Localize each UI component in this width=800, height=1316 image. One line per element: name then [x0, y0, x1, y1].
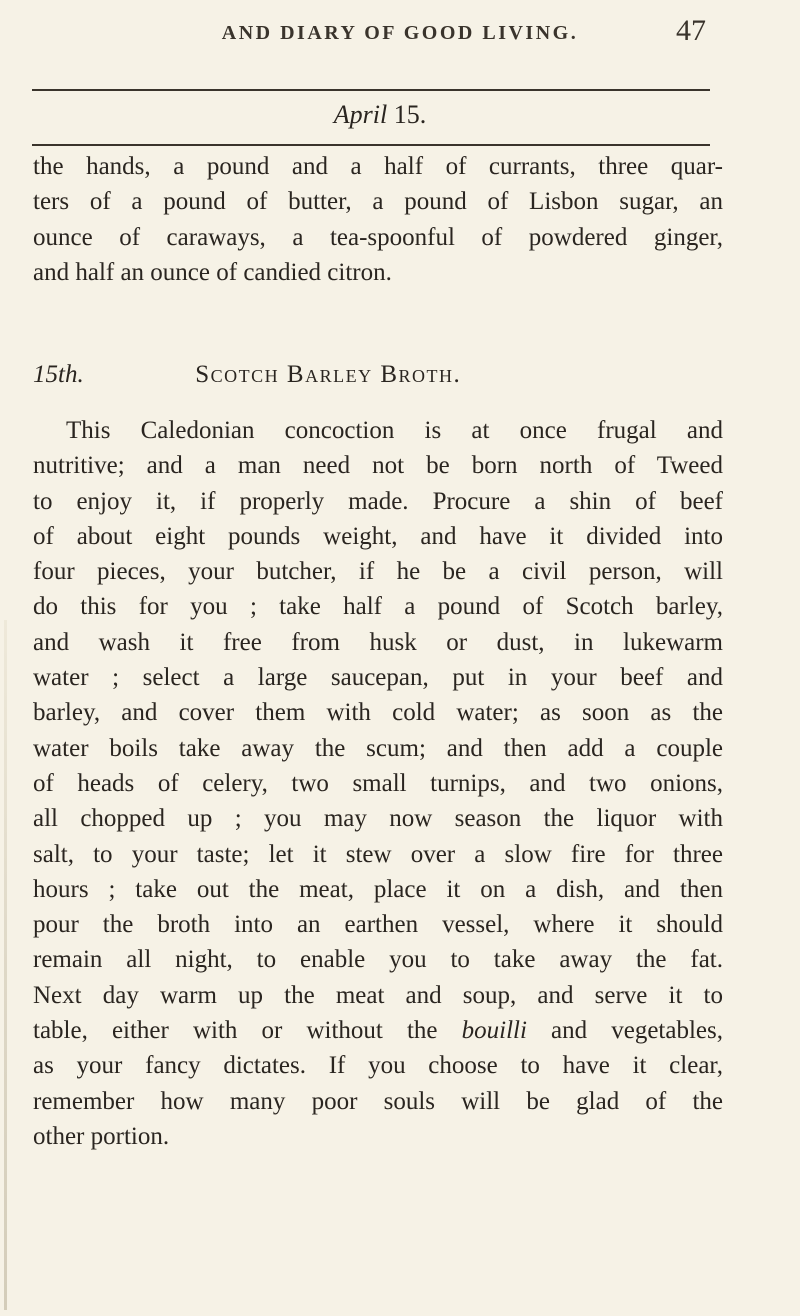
text-line: to enjoy it, if properly made. Procure a shin of beef: [33, 487, 723, 515]
page-number: 47: [676, 14, 706, 47]
text-line: water ; select a large saucepan, put in your beef and: [33, 664, 723, 692]
text-line: as your fancy dictates. If you choose to have it clear,: [33, 1052, 723, 1080]
text-line: This Caledonian concoction is at once frugal and: [66, 417, 723, 444]
text-line: pour the broth into an earthen vessel, where it should: [33, 911, 723, 939]
text-line: of about eight pounds weight, and have it divided into: [33, 522, 723, 550]
month-name: April: [333, 100, 388, 129]
recipe-paragraph: [33, 413, 723, 1154]
text-line: four pieces, your butcher, if he be a civil person, will: [33, 558, 723, 586]
italic-word: bouilli: [461, 1017, 527, 1045]
continuation-paragraph: [33, 149, 723, 290]
month-day: 15.: [393, 100, 427, 129]
text-line: all chopped up ; you may now season the liquor with: [33, 805, 723, 833]
text-line: water boils take away the scum; and then add a couple: [33, 734, 723, 762]
text-line: and wash it free from husk or dust, in lukewarm: [33, 628, 723, 656]
entry-heading: [33, 361, 723, 389]
text-line: hours ; take out the meat, place it on a dish, and then: [33, 875, 723, 903]
entry-date: 15th.: [33, 361, 84, 388]
text-line: and half an ounce of candied citron.: [33, 258, 392, 286]
text-line: ounce of caraways, a tea-spoonful of powdered ginger,: [33, 223, 723, 251]
header-rule-bottom: [32, 144, 710, 146]
text-line: ters of a pound of butter, a pound of Lisbon sugar, an: [33, 188, 723, 216]
text-line: Next day warm up the meat and soup, and serve it to: [33, 981, 723, 1009]
text-line: remain all night, to enable you to take away the fat.: [33, 946, 723, 974]
month-heading: [0, 100, 760, 130]
page-gutter-shadow: [4, 620, 7, 1310]
running-head: AND DIARY OF GOOD LIVING.: [221, 22, 579, 44]
text-line: remember how many poor souls will be glad of the: [33, 1087, 723, 1115]
text-line: nutritive; and a man need not be born north of Tweed: [33, 452, 723, 480]
text-line: do this for you ; take half a pound of Scotch barley,: [33, 593, 723, 621]
text-line: other portion.: [33, 1122, 170, 1150]
text-line: salt, to your taste; let it stew over a slow fire for three: [33, 840, 723, 868]
text-line: table, either with or without the bouilli and vegetables,: [33, 1017, 723, 1045]
text-line: of heads of celery, two small turnips, and two onions,: [33, 769, 723, 797]
entry-title: Scotch Barley Broth.: [195, 361, 462, 388]
header-rule-top: [32, 89, 710, 91]
text-line: the hands, a pound and a half of currants, three quar-: [33, 153, 723, 180]
text-line: barley, and cover them with cold water; as soon as the: [33, 699, 723, 727]
